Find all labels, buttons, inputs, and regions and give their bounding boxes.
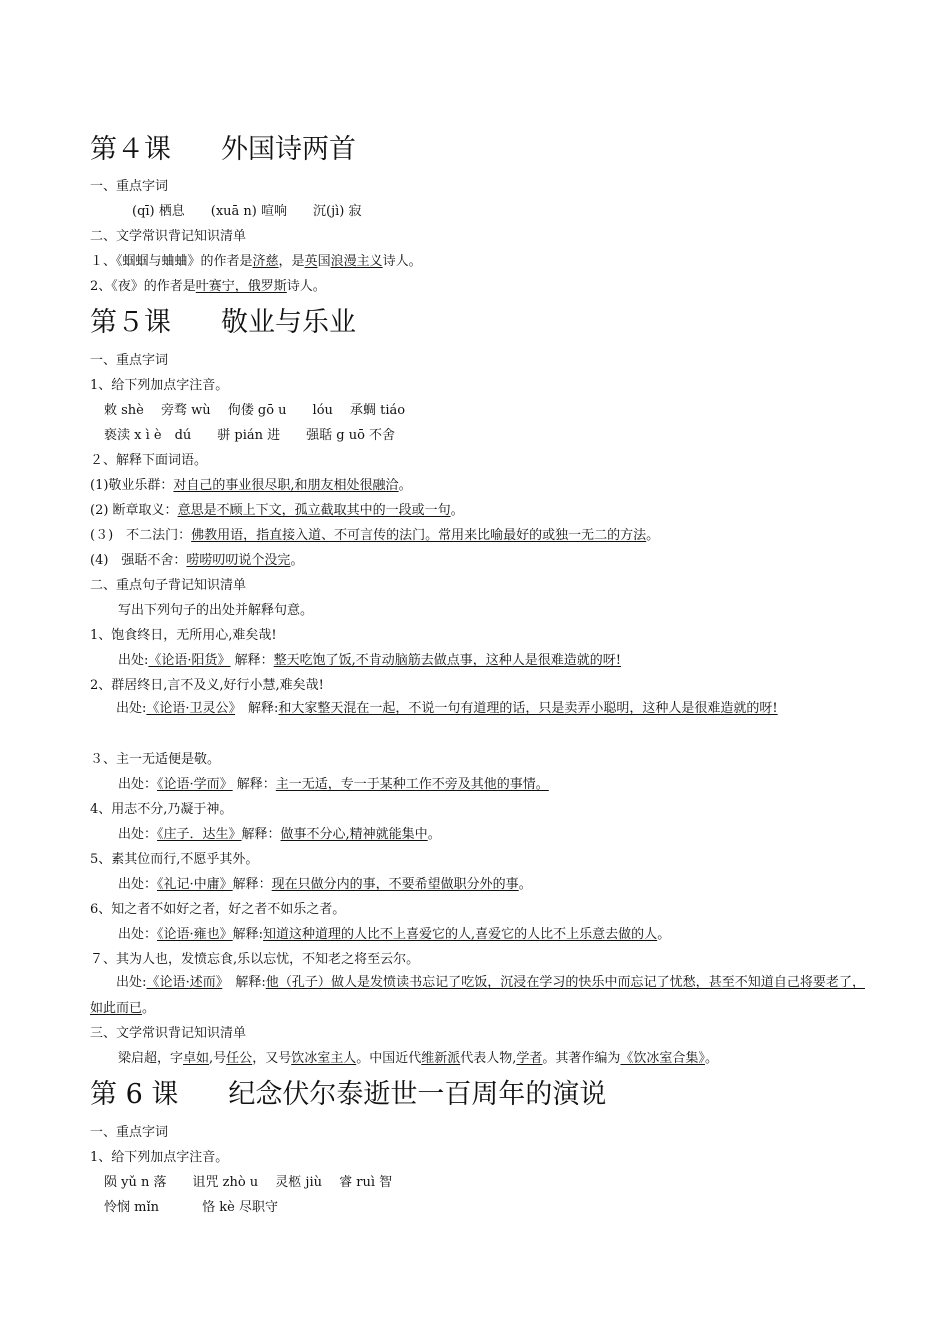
- lesson-number: 第５课: [90, 307, 171, 338]
- sentence-explanation: 出处：《庄子．达生》解释：做事不分心,精神就能集中。: [118, 827, 441, 842]
- question: ２、解释下面词语。: [90, 453, 208, 468]
- sentence: ３、主一无适便是敬。: [90, 752, 221, 767]
- lesson-6-title: [90, 1078, 606, 1112]
- sentence-explanation: 出处:《论语·阳货》 解释：整天吃饱了饭,不肯动脑筋去做点事，这种人是很难造就的呀!: [118, 653, 622, 668]
- definition: (4) 强聒不舍：唠唠叨叨说个没完。: [90, 553, 304, 568]
- pinyin-line: 敕 shè 旁骛 wù 佝偻 gō u lóu 承蜩 tiáo: [104, 403, 406, 418]
- definition: (３) 不二法门：佛教用语，指直接入道、不可言传的法门。常用来比喻最好的或独一无二的方法。: [90, 528, 660, 543]
- lesson-name: 外国诗两首: [221, 134, 356, 165]
- list-item: 2、《夜》的作者是叶赛宁，俄罗斯诗人。: [90, 279, 326, 294]
- section-heading: 一、重点字词: [90, 1125, 169, 1140]
- sentence-explanation: 出处：《论语·雍也》解释:知道这种道理的人比不上喜爱它的人,喜爱它的人比不上乐意去做的人。: [118, 927, 671, 942]
- sentence: 4、用志不分,乃凝于神。: [90, 802, 233, 817]
- definition: (2) 断章取义：意思是不顾上下文，孤立截取其中的一段或一句。: [90, 503, 464, 518]
- definition: (1)敬业乐群：对自己的事业很尽职,和朋友相处很融洽。: [90, 478, 412, 493]
- sentence: 6、知之者不如好之者，好之者不如乐之者。: [90, 902, 346, 917]
- lesson-number: 第 6 课: [90, 1079, 179, 1110]
- lesson-4-title: [90, 133, 356, 167]
- instruction: 写出下列句子的出处并解释句意。: [118, 603, 314, 618]
- section-heading: 一、重点字词: [90, 353, 169, 368]
- question: 1、给下列加点字注音。: [90, 378, 229, 393]
- question: 1、给下列加点字注音。: [90, 1150, 229, 1165]
- list-item: １、《蝈蝈与蛐蛐》的作者是济慈，是英国浪漫主义诗人。: [90, 254, 422, 269]
- pinyin-line: (qī) 栖息 (xuā n) 喧响 沉(jì) 寂: [132, 204, 362, 219]
- sentence: 2、群居终日,言不及义,好行小慧,难矣哉!: [90, 678, 324, 693]
- literature-note: 梁启超，字卓如,号任公，又号饮冰室主人。中国近代维新派代表人物,学者。其著作编为《饮冰室合集》。: [118, 1051, 718, 1066]
- lesson-number: 第４课: [90, 134, 171, 165]
- sentence-explanation: 出处：《论语·学而》 解释：主一无适，专一于某种工作不旁及其他的事情。: [118, 777, 549, 792]
- lesson-name: 纪念伏尔泰逝世一百周年的演说: [228, 1079, 607, 1110]
- lesson-5-title: [90, 306, 356, 340]
- sentence: 1、饱食终日，无所用心,难矣哉!: [90, 628, 277, 643]
- pinyin-line: 亵渎 x ì è dú 骈 pián 进 强聒 g uō 不舍: [104, 428, 396, 443]
- section-heading: 一、重点字词: [90, 179, 169, 194]
- sentence-explanation: 出处：《礼记·中庸》解释：现在只做分内的事，不要希望做职分外的事。: [118, 877, 532, 892]
- sentence-explanation: 出处:《论语·述而》 解释:他（孔子）做人是发愤读书忘记了吃饭，沉浸在学习的快乐中而忘记了忧愁，甚至不知道自己将要老了，如此而已。: [90, 975, 865, 1016]
- sentence-explanation: 出处:《论语·卫灵公》 解释:和大家整天混在一起，不说一句有道理的话，只是卖弄小聪明，这种人是很难造就的呀!: [116, 701, 778, 716]
- section-heading: 二、重点句子背记知识清单: [90, 578, 247, 593]
- lesson-name: 敬业与乐业: [221, 307, 356, 338]
- section-heading: 三、文学常识背记知识清单: [90, 1026, 247, 1041]
- sentence: ７、其为人也，发愤忘食,乐以忘忧，不知老之将至云尔。: [90, 952, 420, 967]
- pinyin-line: 怜悯 mǐn 恪 kè 尽职守: [104, 1200, 278, 1215]
- sentence: 5、素其位而行,不愿乎其外。: [90, 852, 259, 867]
- pinyin-line: 陨 yǔ n 落 诅咒 zhò u 灵柩 jiù 睿 ruì 智: [104, 1175, 393, 1190]
- section-heading: 二、文学常识背记知识清单: [90, 229, 247, 244]
